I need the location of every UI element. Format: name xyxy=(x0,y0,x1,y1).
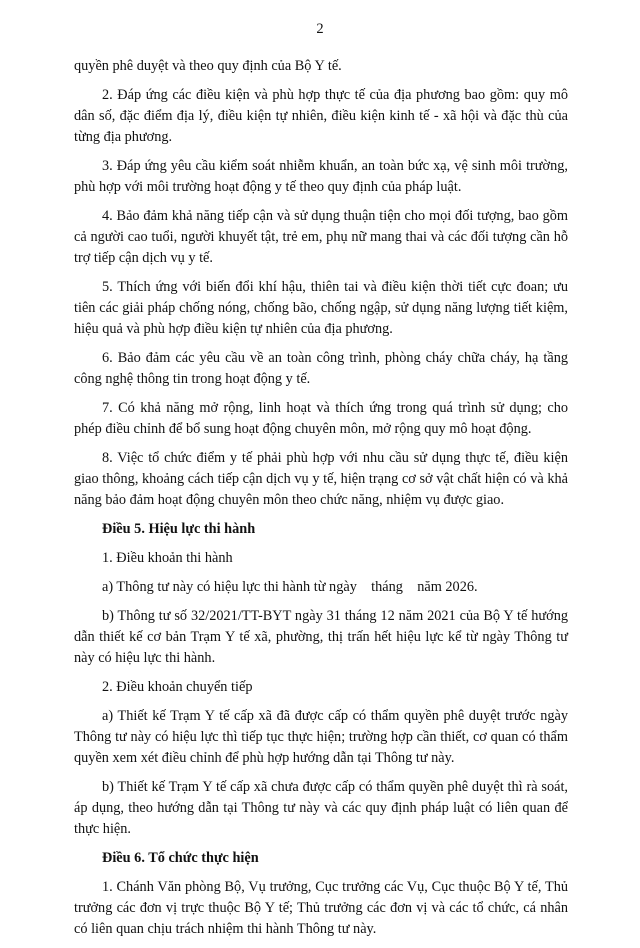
paragraph-continuation: quyền phê duyệt và theo quy định của Bộ Y tế. xyxy=(74,58,342,74)
clause-2a: a) Thiết kế Trạm Y tế cấp xã đã được cấp có thẩm quyền phê duyệt trước ngày Thông tư này có hiệu lực thì tiếp tục thực hiện; trường hợp cần thiết, cơ quan có thẩm quyền xem xét điều chỉnh để phù hợp hướng dẫn tại Thông tư này. xyxy=(74,708,568,766)
paragraph-item-3: 3. Đáp ứng yêu cầu kiểm soát nhiễm khuẩn, an toàn bức xạ, vệ sinh môi trường, phù hợp với môi trường hoạt động y tế theo quy định của pháp luật. xyxy=(74,158,568,195)
paragraph-item-4: 4. Bảo đảm khả năng tiếp cận và sử dụng thuận tiện cho mọi đối tượng, bao gồm cả người cao tuổi, người khuyết tật, trẻ em, phụ nữ mang thai và các đối tượng cần hỗ trợ tiếp cận dịch vụ y tế. xyxy=(74,208,568,266)
page-number: 2 xyxy=(316,21,324,37)
article-6-heading: Điều 6. Tổ chức thực hiện xyxy=(102,850,259,866)
paragraph-item-8: 8. Việc tổ chức điểm y tế phải phù hợp với nhu cầu sử dụng thực tế, điều kiện giao thông, khoảng cách tiếp cận dịch vụ y tế, hiện trạng cơ sở vật chất hiện có và khả năng bảo đảm hoạt động chuyên môn theo chức năng, nhiệm vụ được giao. xyxy=(74,450,568,508)
clause-2b: b) Thiết kế Trạm Y tế cấp xã chưa được cấp có thẩm quyền phê duyệt thì rà soát, áp dụng, theo hướng dẫn tại Thông tư này và các quy định pháp luật có liên quan để thực hiện. xyxy=(74,779,568,837)
clause-1a: a) Thông tư này có hiệu lực thi hành từ ngày tháng năm 2026. xyxy=(102,579,478,595)
paragraph-item-5: 5. Thích ứng với biến đổi khí hậu, thiên tai và điều kiện thời tiết cực đoan; ưu tiên các giải pháp chống nóng, chống bão, chống ngập, sử dụng năng lượng tiết kiệm, hiệu quả và phù hợp điều kiện tự nhiên của địa phương. xyxy=(74,279,568,337)
paragraph-item-7: 7. Có khả năng mở rộng, linh hoạt và thích ứng trong quá trình sử dụng; cho phép điều chỉnh để bổ sung hoạt động chuyên môn, mở rộng quy mô hoạt động. xyxy=(74,400,568,437)
document-body xyxy=(74,56,568,948)
paragraph-item-2: 2. Đáp ứng các điều kiện và phù hợp thực tế của địa phương bao gồm: quy mô dân số, đặc điểm địa lý, điều kiện tự nhiên, điều kiện kinh tế - xã hội và đặc thù của từng địa phương. xyxy=(74,87,568,145)
clause-2-heading: 2. Điều khoản chuyển tiếp xyxy=(102,679,253,695)
article-5-heading: Điều 5. Hiệu lực thi hành xyxy=(102,521,256,537)
clause-1-heading: 1. Điều khoản thi hành xyxy=(102,550,233,566)
clause-1b: b) Thông tư số 32/2021/TT-BYT ngày 31 tháng 12 năm 2021 của Bộ Y tế hướng dẫn thiết kế cơ bản Trạm Y tế xã, phường, thị trấn hết hiệu lực kể từ ngày Thông tư này có hiệu lực thi hành. xyxy=(74,608,568,666)
paragraph-item-6: 6. Bảo đảm các yêu cầu về an toàn công trình, phòng cháy chữa cháy, hạ tầng công nghệ thông tin trong hoạt động y tế. xyxy=(74,350,568,387)
article-6-clause-1: 1. Chánh Văn phòng Bộ, Vụ trưởng, Cục trưởng các Vụ, Cục thuộc Bộ Y tế, Thủ trưởng các đơn vị trực thuộc Bộ Y tế; Thủ trưởng các đơn vị và các tổ chức, cá nhân có liên quan chịu trách nhiệm thi hành Thông tư này. xyxy=(74,879,568,937)
